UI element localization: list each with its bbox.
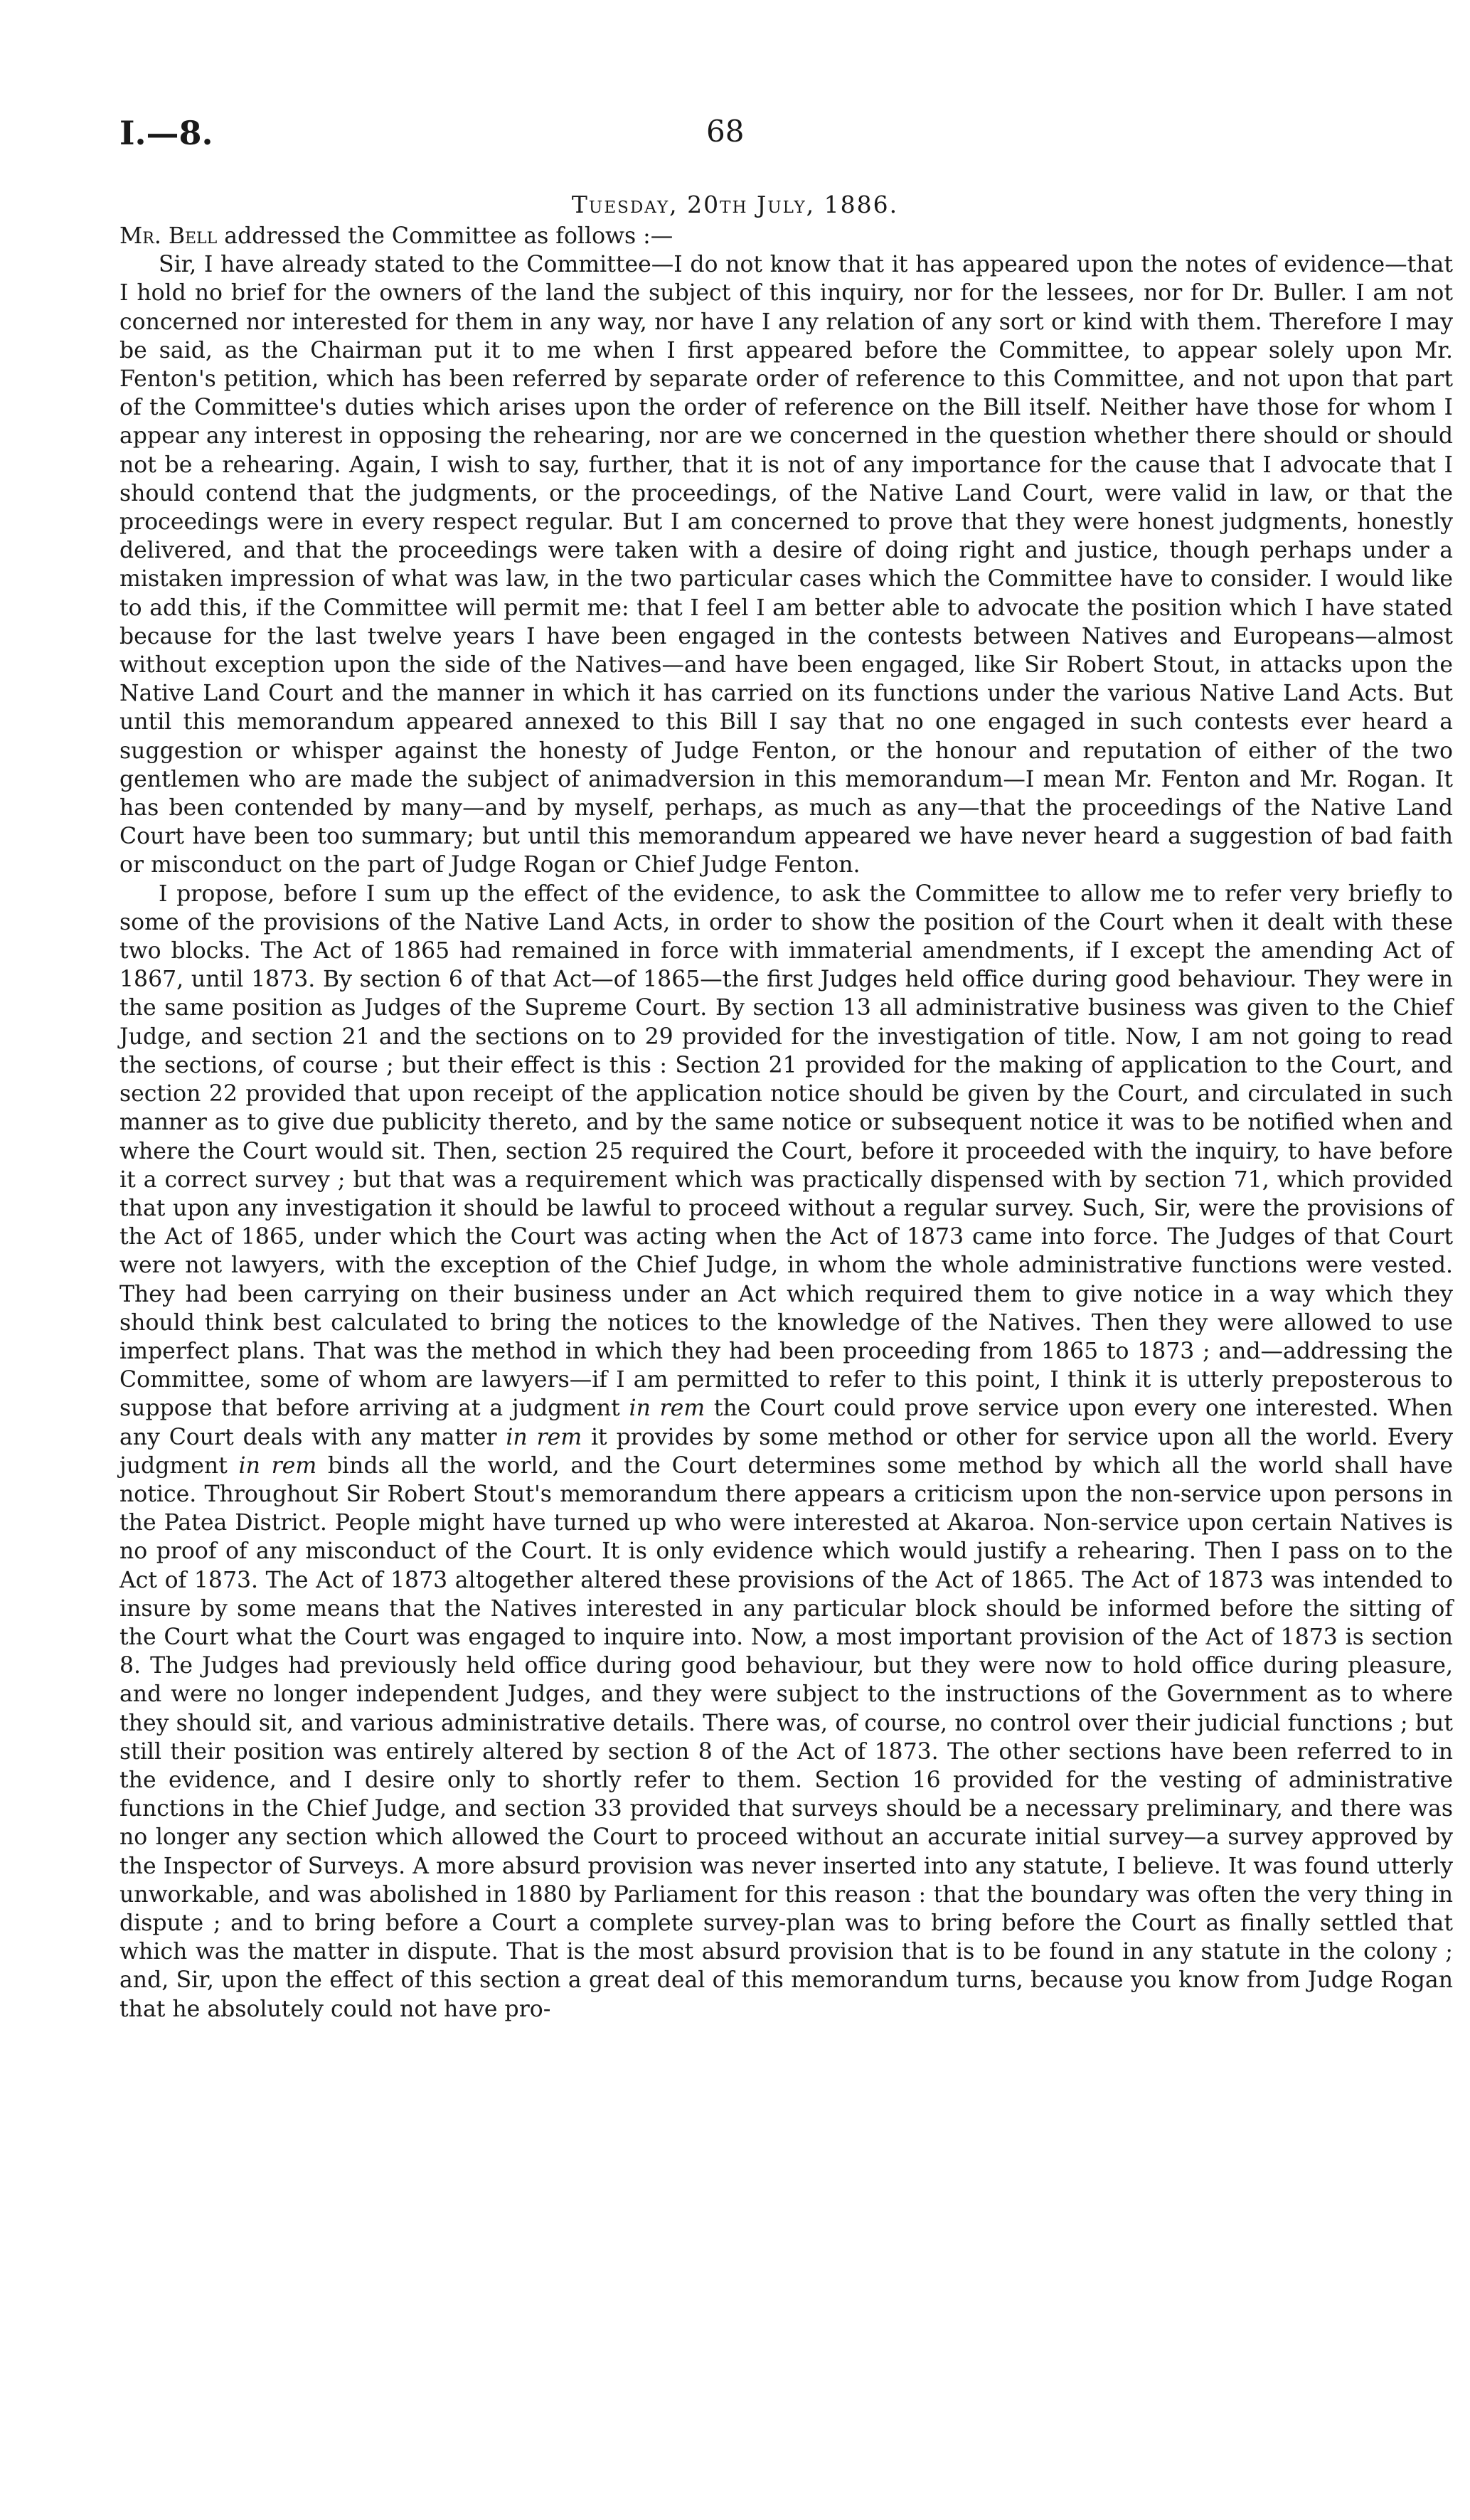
intro-line: [119, 222, 1453, 250]
paragraph-2-part-c: it provides by some method or other for service upon all the world. Every judgment: [119, 1424, 1453, 1479]
paragraph-2-part-b: the Court could prove service upon every one interested. When any Court deals with any matter: [119, 1395, 1453, 1450]
body-text: [119, 222, 1453, 2024]
paragraph-1: Sir, I have already stated to the Committee—I do not know that it has appeared upon the notes of evidence—that I hold no brief for the owners of the land the subject of this inquiry, nor for the lessees, nor for Dr. Buller. I am not concerned nor interested for them in any way, nor have I any relation of any sort or kind with them. Therefore I may be said, as the Chairman put it to me when I first appeared before the Committee, to appear solely upon Mr. Fenton's petition, which has been referred by separate order of reference to this Committee, and not upon that part of the Committee's duties which arises upon the order of reference on the Bill itself. Neither have those for whom I appear any interest in opposing the rehearing, nor are we concerned in the question whether there should or should not be a rehearing. Again, I wish to say, further, that it is not of any importance for the cause that I advocate that I should contend that the judgments, or the proceedings, of the Native Land Court, were valid in law, or that the proceedings were in every respect regular. But I am concerned to prove that they were honest judgments, honestly delivered, and that the proceedings were taken with a desire of doing right and justice, though perhaps under a mistaken impression of what was law, in the two particular cases which the Committee have to consider. I would like to add this, if the Committee will permit me: that I feel I am better able to advocate the position which I have stated because for the last twelve years I have been engaged in the contests between Natives and Europeans—almost without exception upon the side of the Natives—and have been engaged, like Sir Robert Stout, in attacks upon the Native Land Court and the manner in which it has carried on its functions under the various Native Land Acts. But until this memorandum appeared annexed to this Bill I say that no one engaged in such contests ever heard a suggestion or whisper against the honesty of Judge Fenton, or the honour and reputation of either of the two gentlemen who are made the subject of animadversion in this memorandum—I mean Mr. Fenton and Mr. Rogan. It has been contended by many—and by myself, perhaps, as much as any—that the proceedings of the Native Land Court have been too summary; but until this memorandum appeared we have never heard a suggestion of bad faith or misconduct on the part of Judge Rogan or Chief Judge Fenton.: [119, 252, 1453, 878]
latin-phrase: in rem: [629, 1395, 705, 1422]
latin-phrase: in rem: [506, 1424, 582, 1450]
latin-phrase: in rem: [238, 1452, 317, 1479]
document-reference: I.—8.: [119, 114, 213, 152]
paragraph-2: [119, 880, 1453, 2024]
paragraph-2-part-a: I propose, before I sum up the effect of the evidence, to ask the Committee to allow me to refer very briefly to some of the provisions of the Native Land Acts, in order to show the position of the Court when it dealt with these two blocks. The Act of 1865 had remained in force with immaterial amendments, if I except the amending Act of 1867, until 1873. By section 6 of that Act—of 1865—the first Judges held office during good behaviour. They were in the same position as Judges of the Supreme Court. By section 13 all administrative business was given to the Chief Judge, and section 21 and the sections on to 29 provided for the investigation of title. Now, I am not going to read the sections, of course ; but their effect is this : Section 21 provided for the making of application to the Court, and section 22 provided that upon receipt of the application notice should be given by the Court, and circulated in such manner as to give due publicity thereto, and by the same notice or subsequent notice it was to be notified when and where the Court would sit. Then, section 25 required the Court, before it proceeded with the inquiry, to have before it a correct survey ; but that was a requirement which was practically dispensed with by section 71, which provided that upon any investigation it should be lawful to proceed without a regular survey. Such, Sir, were the provisions of the Act of 1865, under which the Court was acting when the Act of 1873 came into force. The Judges of that Court were not lawyers, with the exception of the Chief Judge, in whom the whole administrative functions were vested. They had been carrying on their business under an Act which required them to give notice in a way which they should think best calculated to bring the notices to the knowledge of the Natives. Then they were allowed to use imperfect plans. That was the method in which they had been proceeding from 1865 to 1873 ; and—addressing the Committee, some of whom are lawyers—if I am permitted to refer to this point, I think it is utterly preposterous to suppose that before arriving at a judgment: [119, 881, 1453, 1422]
speaker-name: Mr. Bell: [119, 223, 218, 249]
intro-text: addressed the Committee as follows :—: [217, 223, 673, 249]
date-heading: Tuesday, 20th July, 1886.: [571, 191, 899, 218]
page-header: [119, 114, 1453, 156]
page-number: 68: [706, 114, 745, 149]
paragraph-2-part-d: binds all the world, and the Court determines some method by which all the world shall have notice. Throughout Sir Robert Stout's memorandum there appears a criticism upon the non-service upon persons in the Patea District. People might have turned up who were interested at Akaroa. Non-service upon certain Natives is no proof of any misconduct of the Court. It is only evidence which would justify a rehearing. Then I pass on to the Act of 1873. The Act of 1873 altogether altered these provisions of the Act of 1865. The Act of 1873 was intended to insure by some means that the Natives interested in any particular block should be informed before the sitting of the Court what the Court was engaged to inquire into. Now, a most important provision of the Act of 1873 is section 8. The Judges had previously held office during good behaviour, but they were now to hold office during pleasure, and were no longer independent Judges, and they were subject to the instructions of the Government as to where they should sit, and various administrative details. There was, of course, no control over their judicial functions ; but still their position was entirely altered by section 8 of the Act of 1873. The other sections have been referred to in the evidence, and I desire only to shortly refer to them. Section 16 provided for the vesting of administrative functions in the Chief Judge, and section 33 provided that surveys should be a necessary preliminary, and there was no longer any section which allowed the Court to proceed without an accurate initial survey—a survey approved by the Inspector of Surveys. A more absurd provision was never inserted into any statute, I believe. It was found utterly unworkable, and was abolished in 1880 by Parliament for this reason : that the boundary was often the very thing in dispute ; and to bring before a Court a complete survey-plan was to bring before the Court as finally settled that which was the matter in dispute. That is the most absurd provision that is to be found in any statute in the colony ; and, Sir, upon the effect of this section a great deal of this memorandum turns, because you know from Judge Rogan that he absolutely could not have pro-: [119, 1452, 1453, 2022]
